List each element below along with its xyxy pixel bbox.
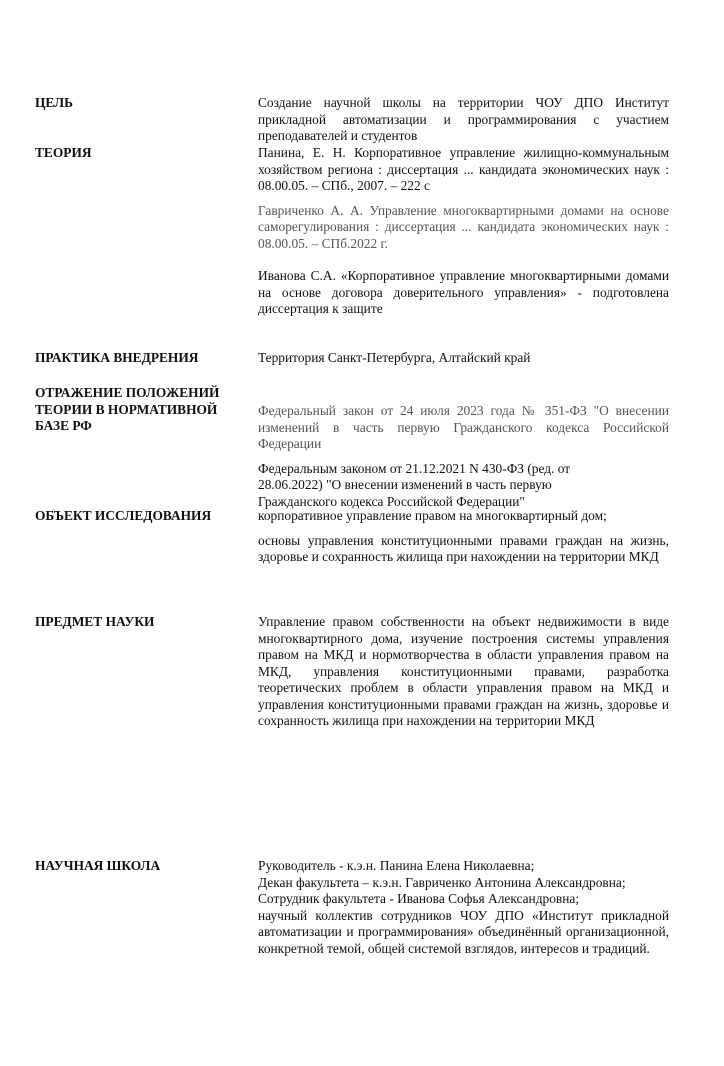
object-content: [258, 508, 669, 566]
school-head: Руководитель - к.э.н. Панина Елена Николаевна;: [258, 858, 535, 873]
practice-text: Территория Санкт-Петербурга, Алтайский край: [258, 350, 531, 365]
theory-reference-2: Гавриченко А. А. Управление многоквартирными домами на основе саморегулирования : диссертация ... кандидата экономических наук : 08.00.05. – СПб.2022 г.: [258, 202, 669, 251]
reflection-law-2: Федеральным законом от 21.12.2021 N 430-ФЗ (ред. от 28.06.2022) "О внесении изменений в часть первую Гражданского кодекса Российской Федерации": [258, 460, 571, 509]
reflection-law-1: Федеральный закон от 24 июля 2023 года № 351-ФЗ "О внесении изменений в часть первую Гражданского кодекса Российской Федерации: [258, 403, 669, 451]
school-label: НАУЧНАЯ ШКОЛА: [35, 858, 161, 873]
object-text-2: основы управления конституционными правами граждан на жизнь, здоровье и сохранность жилища при нахождении на территории МКД: [258, 532, 669, 564]
goal-text: Создание научной школы на территории ЧОУ ДПО Институт прикладной автоматизации и программирования с участием преподавателей и студентов: [258, 95, 669, 143]
school-dean: Декан факультета – к.э.н. Гавриченко Антонина Александровна;: [258, 874, 626, 890]
theory-reference-3: Иванова С.А. «Корпоративное управление многоквартирными домами на основе договора доверительного управления» - подготовлена диссертация к защите: [258, 268, 669, 316]
practice-label: ПРАКТИКА ВНЕДРЕНИЯ: [35, 350, 199, 365]
object-label: ОБЪЕКТ ИССЛЕДОВАНИЯ: [35, 508, 212, 523]
school-collective: научный коллектив сотрудников ЧОУ ДПО «Институт прикладной автоматизации и программирования» объединённый организационной, конкретной темой, общей системой взглядов, интересов и традиций.: [258, 907, 669, 956]
subject-label: ПРЕДМЕТ НАУКИ: [35, 614, 155, 629]
school-staff: Сотрудник факультета - Иванова Софья Александровна;: [258, 891, 580, 906]
subject-content: [258, 614, 669, 730]
goal-label: ЦЕЛЬ: [35, 95, 74, 110]
object-text-1: корпоративное управление правом на многоквартирный дом;: [258, 508, 607, 523]
theory-reference-1: Панина, Е. Н. Корпоративное управление жилищно-коммунальным хозяйством региона : диссертация ... кандидата экономических наук : 08.00.05. – СПб., 2007. – 222 с: [258, 145, 669, 193]
reflection-content: [258, 403, 669, 510]
reflection-label: ОТРАЖЕНИЕ ПОЛОЖЕНИЙ ТЕОРИИ В НОРМАТИВНОЙ БАЗЕ РФ: [35, 385, 220, 433]
goal-content: [258, 95, 669, 145]
subject-text: Управление правом собственности на объект недвижимости в виде многоквартирного дома, изучение построения системы управления правом на МКД и нормотворчества в области управления правом на МКД, управления конституционными правами, разработка теоретических проблем в области управления правом на МКД и управления конституционными правами граждан на жизнь, здоровье и сохранность жилища при нахождении на территории МКД: [258, 614, 669, 728]
school-content: [258, 858, 669, 957]
practice-content: [258, 350, 669, 367]
theory-content: [258, 145, 669, 318]
theory-label: ТЕОРИЯ: [35, 145, 92, 160]
